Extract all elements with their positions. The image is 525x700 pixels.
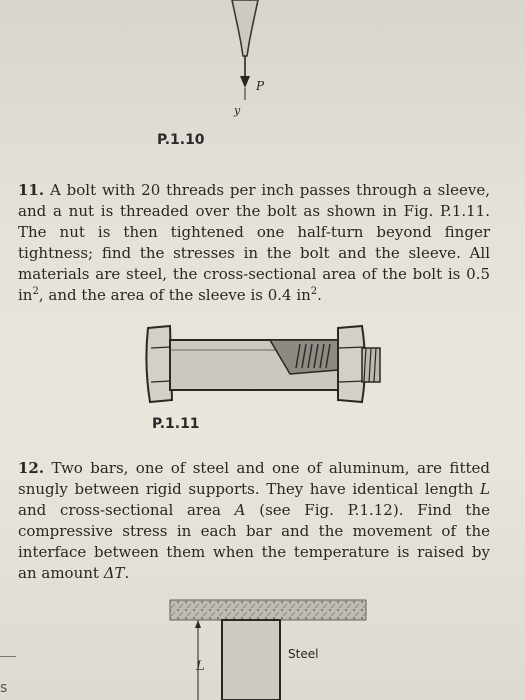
problem-text: , and the area of the sleeve is 0.4 in bbox=[38, 286, 311, 304]
problem-number: 11. bbox=[18, 181, 45, 199]
material-label-steel: Steel bbox=[288, 647, 319, 661]
superscript: 2 bbox=[310, 286, 318, 297]
problem-text: and cross-sectional area bbox=[18, 501, 235, 519]
length-label: L bbox=[196, 659, 205, 674]
nut bbox=[338, 326, 365, 402]
tapered-bar bbox=[232, 0, 258, 56]
variable-delta-t: ΔT bbox=[103, 564, 125, 582]
figure-label-p111: P.1.11 bbox=[152, 416, 200, 432]
rigid-support-top bbox=[170, 600, 366, 620]
problem-text: (see Fig. P.1.12). Find the compressive stress in each bar and the movement of the interface between them when the temperature is raised by an amount bbox=[18, 501, 490, 582]
figure-label-p110: P.1.10 bbox=[157, 132, 205, 148]
figure-p110 bbox=[0, 0, 525, 130]
problem-number: 12. bbox=[18, 459, 45, 477]
superscript: 2 bbox=[32, 286, 39, 297]
problem-11 bbox=[18, 180, 490, 306]
margin-rule bbox=[0, 656, 16, 657]
axis-label-y: y bbox=[234, 104, 241, 117]
variable-A: A bbox=[234, 501, 246, 519]
bolt-head bbox=[146, 326, 172, 402]
margin-fragment: s bbox=[0, 680, 8, 696]
problem-text: . bbox=[124, 564, 130, 582]
problem-text: A bolt with 20 threads per inch passes through a sleeve, and a nut is threaded over the bolt as shown in Fig. P.1.11. The nut is then tightened one half-turn beyond finger tightness; find the stresses in the bolt and the sleeve. All materials are steel, the cross-sectional area of the bolt is 0.5 in bbox=[18, 181, 490, 304]
load-arrow-head bbox=[240, 76, 250, 88]
problem-12 bbox=[18, 458, 490, 584]
steel-bar bbox=[222, 620, 280, 700]
variable-L: L bbox=[480, 480, 490, 498]
figure-p112 bbox=[160, 592, 370, 700]
problem-text: Two bars, one of steel and one of aluminum, are fitted snugly between rigid supports. They have identical length bbox=[18, 459, 490, 498]
problem-text: . bbox=[317, 286, 322, 304]
load-label: P bbox=[256, 79, 265, 93]
figure-p111 bbox=[140, 318, 390, 408]
